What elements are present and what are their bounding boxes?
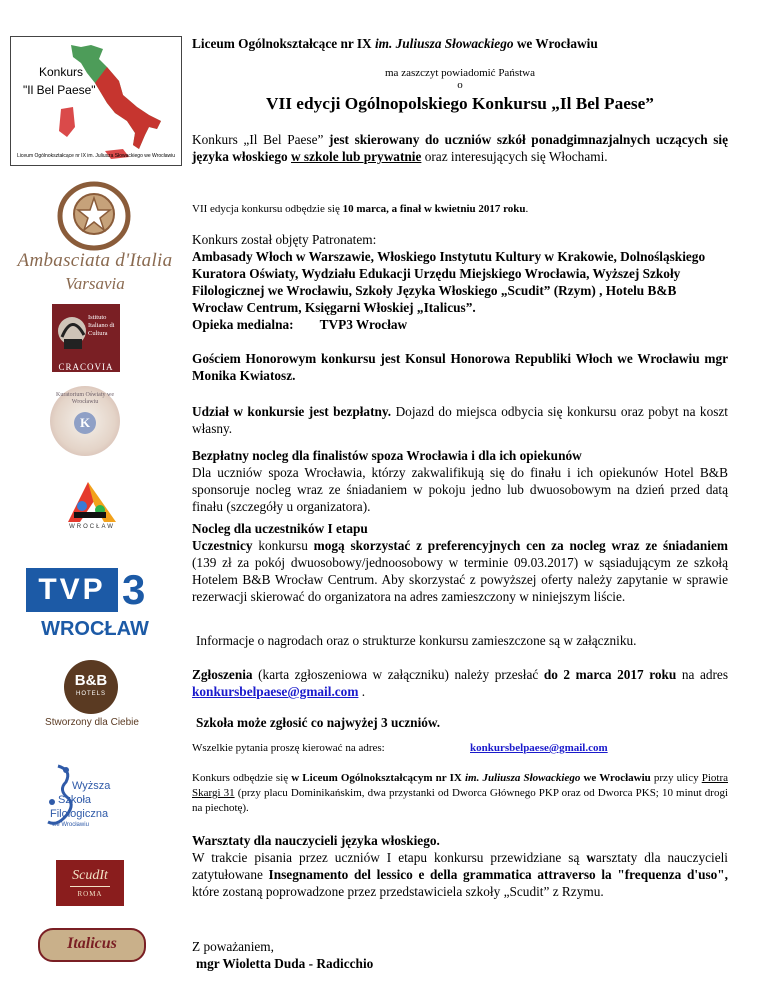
prizes-info: Informacje o nagrodach oraz o strukturze konkursu zamieszczone są w załączniku. [196,633,637,648]
wsf-line4: we Wrocławiu [52,822,89,828]
italian-emblem-icon [46,178,142,252]
intro-b: jest skierowany do uczniów szkół ponadgimnazjalnych uczących się języka włoskiego [192,132,728,164]
patronage-lead: Konkurs został objęty Patronatem: [192,232,377,247]
iic-text: Istituto Italiano di Cultura [88,314,115,337]
school-name: Liceum Ogólnokształcące nr IX [192,36,375,51]
bb-text: B&B [74,672,108,689]
lodging-finalists-heading: Bezpłatny nocleg dla finalistów spoza Wrocławia i dla ich opiekunów [192,448,582,463]
wsf-line3: Filologiczna [50,808,109,820]
venue-f: (przy placu Dominikańskim, dwa przystanki od Dworca Głównego PKP oraz od Dworca PKS; 10 minut drogi na piechotę). [192,787,728,814]
tvp3-letters: TVP [26,568,118,612]
tvp3-number: 3 [122,566,146,613]
school-header [192,35,728,52]
announce-line1: ma zaszczyt powiadomić Państwa [385,67,535,79]
scudit-logo [56,860,124,906]
media-value: TVP3 Wrocław [319,317,408,332]
scudit-city: ROMA [77,890,103,898]
lodging-stage1-heading: Nocleg dla uczestników I etapu [192,521,368,536]
participation-bold: Udział w konkursie jest bezpłatny. [192,404,392,419]
media-label: Opieka medialna: [192,317,294,332]
patronage-list: Ambasady Włoch w Warszawie, Włoskiego Instytutu Kultury w Krakowie, Dolnośląskiego Kuratora Oświaty, Wydziału Edukacji Urzędu Miejskiego Wrocławia, Wyższej Szkoły Filologicznej we Wrocławiu, Szkoły Języka Włoskiego „Scudit” (Rzym) , Hotelu B&B Wrocław Centrum, Księgarni Włoskiej „Italicus”. [192,249,706,315]
lodging-finalists-text: Dla uczniów spoza Wrocławia, którzy zakwalifikują się do finału i ich opiekunów Hotel B&B sponsoruje nocleg wraz ze śniadaniem w pokoju jedno lub dwuosobowym na dzień przed datą finału (szczegóły u organizatora). [192,465,728,514]
applications-b: (karta zgłoszeniowa w załączniku) należy przesłać [252,667,544,682]
kuratorium-logo [50,386,120,456]
questions-row [192,741,728,756]
applications-e: . [358,684,366,699]
edition-b: 10 marca, a finał w kwietniu 2017 roku [342,203,526,215]
italicus-logo [38,928,146,962]
media-row [192,316,728,333]
intro-c: w szkole lub prywatnie [290,149,422,164]
italy-map-icon [11,37,181,165]
intro-paragraph [192,131,728,165]
wroclaw-logo-icon [60,476,122,524]
contest-logo-caption: Liceum Ogólnokształcące nr IX im. Juliusza Słowackiego we Wrocławiu [16,153,176,159]
bb-tagline: Stworzony dla Ciebie [45,717,139,728]
questions-label: Wszelkie pytania proszę kierować na adres: [192,742,385,754]
school-patron: im. Juliusza Słowackiego [374,36,514,51]
wsf-line2: Szkoła [58,794,92,806]
scudit-name: ScudIt [72,868,108,883]
honorary-guest: Gościem Honorowym konkursu jest Konsul Honorowa Republiki Włoch we Wrocławiu mgr Monika Kwiatosz. [192,351,728,383]
sidebar-logos [0,0,185,994]
signature: mgr Wioletta Duda - Radicchio [196,956,374,971]
lodging-stage1-t1: Uczestnicy [192,538,253,553]
embassy-logo-line1: Ambasciata d'Italia [17,250,173,271]
workshop-a: W trakcie pisania przez uczniów I etapu konkursu przewidziane są [192,850,587,865]
max-students: Szkoła może zgłosić co najwyżej 3 uczniów. [196,715,441,730]
venue-info [192,771,728,816]
applications-info [192,666,728,700]
venue-d: we Wrocławiu [580,772,651,784]
iic-city: CRACOVIA [52,362,120,372]
edition-dates [192,202,728,217]
applications-deadline: do 2 marca 2017 roku [543,667,677,682]
lodging-stage1 [192,520,728,605]
tvp3-logo [26,568,160,612]
applications-d: na adres [676,667,729,682]
intro-d: oraz interesujących się Włochami. [421,149,608,164]
edition-a: VII edycja konkursu odbędzie się [192,203,343,215]
lodging-stage1-t4: (139 zł za pokój dwuosobowy/jednoosobowy w terminie 09.03.2017) w sąsiadującym ze szkołą Hotelem B&B Wrocław Centrum. Aby skorzystać z powyższej oferty należy zapytanie w sprawie rezerwacji skierować do organizatora na adres zamieszczony w niniejszym liście. [192,555,728,604]
venue-c: im. Juliusza Słowackiego [464,772,581,784]
workshop-title: Insegnamento del lessico e della grammatica attraverso la "frequenza d'uso", [268,867,728,882]
questions-email-link[interactable]: konkursbelpaese@gmail.com [470,742,608,754]
workshop-heading: Warsztaty dla nauczycieli języka włoskiego. [192,833,440,848]
applications-a: Zgłoszenia [192,667,253,682]
venue-street: Piotra Skargi 31 [192,772,728,799]
participation-info [192,403,728,437]
lodging-stage1-t3: mogą skorzystać z preferencyjnych cen za nocleg wraz ze śniadaniem [313,538,728,553]
intro-a: Konkurs „Il Bel Paese” [192,132,330,147]
kuratorium-mark: K [74,412,96,434]
workshop-block [192,832,728,900]
venue-a: Konkurs odbędzie się [192,772,292,784]
edition-c: . [525,203,529,215]
bb-hotels-logo [64,660,118,714]
wsf-line1: Wyższa [72,780,111,792]
iic-emblem-icon [54,307,90,359]
iic-logo [52,304,120,362]
lodging-stage1-t2: konkursu [252,538,314,553]
contest-logo [10,36,182,166]
wroclaw-label: WROCŁAW [69,524,115,530]
venue-e: przy ulicy [650,772,702,784]
workshop-e: które zostaną poprowadzone przez przedstawiciela szkoły „Scudit” z Rzymu. [192,884,604,899]
workshop-b: w [586,850,596,865]
kuratorium-text: Kuratorium Oświaty we Wrocławiu [56,392,114,405]
tvp3-city: WROCŁAW [41,618,149,640]
embassy-logo-line2: Varsavia [65,274,125,293]
bb-sub: HOTELS [75,691,106,697]
announce-line2: o [457,79,463,91]
applications-email-link[interactable]: konkursbelpaese@gmail.com [192,684,359,699]
school-city: we Wrocławiu [513,36,598,51]
closing-regards: Z poważaniem, [192,939,274,954]
patronage-block [192,231,728,333]
workshop-c: arsztaty dla nauczycieli zatytułowane [192,850,728,882]
italicus-text: Italicus [67,935,117,952]
participation-rest: Dojazd do miejsca odbycia się konkursu oraz pobyt na koszt własny. [192,404,728,436]
venue-b: w Liceum Ogólnokształcącym nr IX [291,772,465,784]
contest-logo-line1: Konkurs [39,65,84,79]
lodging-finalists [192,447,728,515]
page-title: VII edycji Ogólnopolskiego Konkursu „Il Bel Paese” [266,94,654,113]
contest-logo-line2: "Il Bel Paese" [23,83,96,97]
